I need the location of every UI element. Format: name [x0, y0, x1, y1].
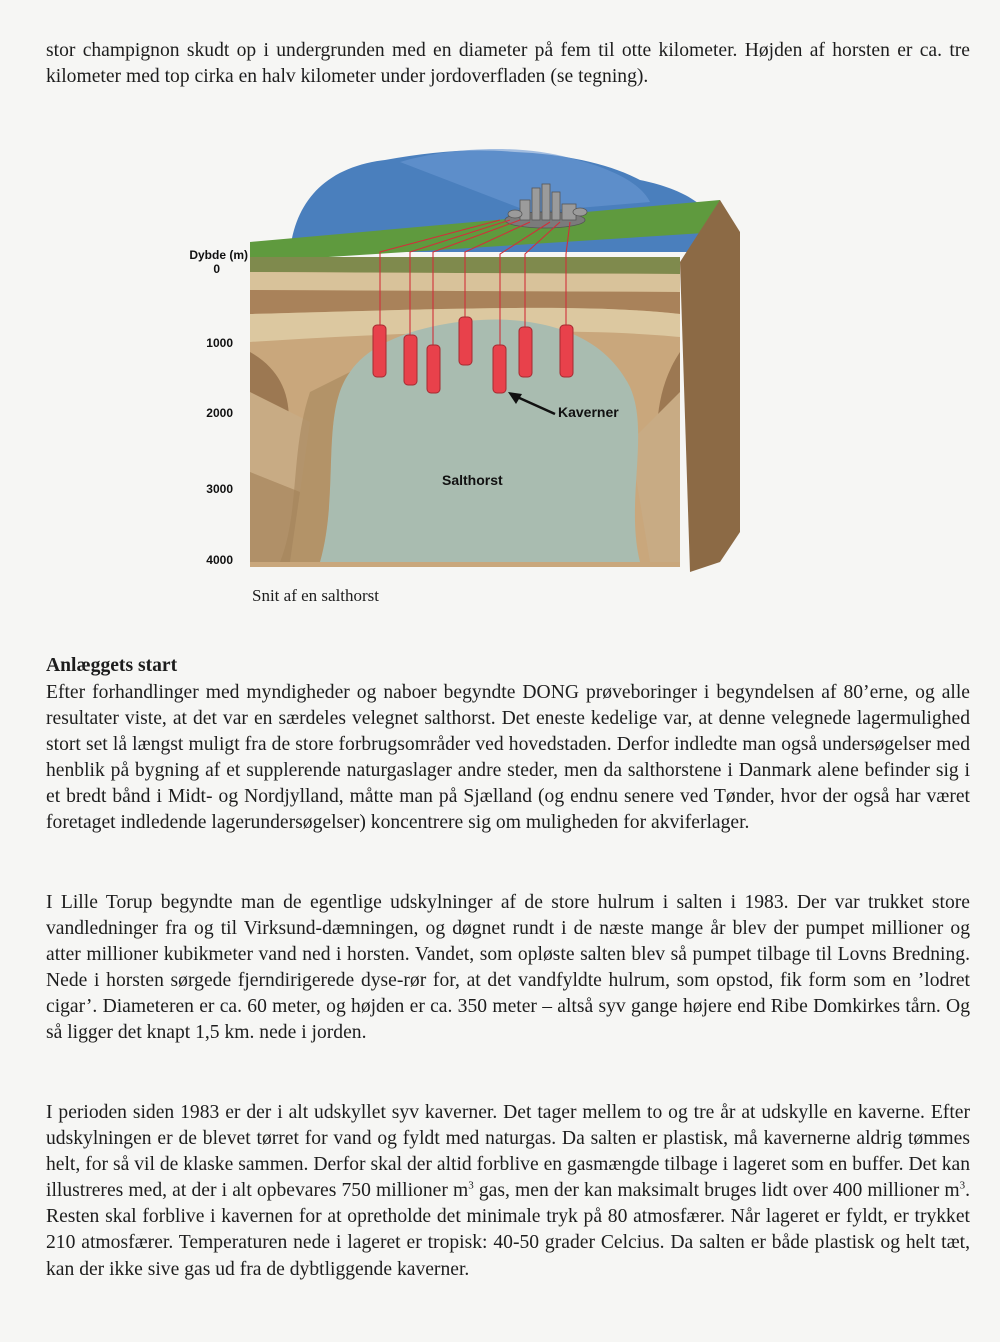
paragraph-3-part3: . Resten skal forblive i kavernen for at opretholde det minimale tryk på 80 atmosfærer. Når lageret er fyldt, er trykket 210 atmosfærer. Temperaturen nede i lageret er tropisk: 40-50 grader Celcius. Da salten er både plastisk og helt tæt, kan der ikke sive gas ud fra de dybtliggende kaverner.	[46, 1180, 971, 1280]
salthorst-label: Salthorst	[442, 472, 503, 488]
paragraph-3-part2: gas, men der kan maksimalt bruges lidt over 400 millioner m	[473, 1180, 960, 1202]
depth-tick-1000: 1000	[206, 336, 233, 350]
depth-tick-3000: 3000	[206, 482, 233, 496]
salt-dome-figure	[170, 92, 740, 592]
paragraph-3	[46, 1100, 970, 1283]
paragraph-3-part1: I perioden siden 1983 er der i alt udskyllet syv kaverner. Det tager mellem to og tre år at udskylle en kaverne. Efter udskylningen er de blevet tørret for vand og fyldt med naturgas. Da salten er plastisk, må kavernerne aldrig tømmes helt, for så vil de klaske sammen. Derfor skal der altid forblive en gasmængde tilbage i lageret som en buffer. Det kan illustreres med, at der i alt opbevares 750 millioner m	[46, 1102, 970, 1202]
figure-caption: Snit af en salthorst	[252, 586, 380, 605]
intro-paragraph: stor champignon skudt op i undergrunden med en diameter på fem til otte kilometer. Højden af horsten er ca. tre kilometer med top cirka en halv kilometer under jordoverfladen (se tegning).	[46, 40, 970, 88]
superscript-1: 3	[468, 1179, 474, 1192]
superscript-2: 3	[959, 1179, 966, 1192]
salt-dome	[320, 320, 640, 562]
depth-axis-title: Dybde (m)	[189, 248, 248, 262]
depth-tick-4000: 4000	[206, 553, 233, 567]
depth-tick-0: 0	[213, 262, 220, 276]
salt-dome-illustration	[170, 92, 740, 592]
paragraph-2: I Lille Torup begyndte man de egentlige udskylninger af de store hulrum i salten i 1983. Der var trukket store vandledninger fra og til Virksund-dæmningen, og døgnet rundt i de næste mange år blev der pumpet millioner og atter millioner kubikmeter vand ned i horsten. Vandet, som opløste salten blev så pumpet tilbage til Lovns Bredning. Nede i horsten sørgede fjerndirigerede dyse-rør for, at det vandfyldte hulrum, som opstod, fik form som en ’lodret cigar’. Diameteren er ca. 60 meter, og højden er ca. 350 meter – altså syv gange højere end Ribe Domkirkes tårn. Og så ligger det knapt 1,5 km. nede i jorden.	[46, 892, 970, 1044]
side-face	[680, 200, 740, 572]
section-heading: Anlæggets start	[46, 655, 178, 676]
depth-tick-2000: 2000	[206, 406, 233, 420]
bleed-through	[60, 92, 65, 118]
kaverner-label: Kaverner	[558, 404, 619, 420]
paragraph-1: Efter forhandlinger med myndigheder og naboer begyndte DONG prøveboringer i begyndelsen af 80’erne, og alle resultater viste, at det var en særdeles velegnet salthorst. Det eneste kedelige var, at denne velegnede lagermulighed stort set lå længst muligt fra de store forbrugsområder ved hovedstaden. Derfor indledte man også undersøgelser med henblik på bygning af et supplerende naturgaslager andre steder, men da salthorstene i Danmark alene befinder sig i et bredt bånd i Midt- og Nordjylland, måtte man på Sjælland (og endnu senere ved Tønder, hvor der også har været foretaget indledende lagerundersøgelser) koncentrere sig om muligheden for akviferlager.	[46, 682, 970, 834]
